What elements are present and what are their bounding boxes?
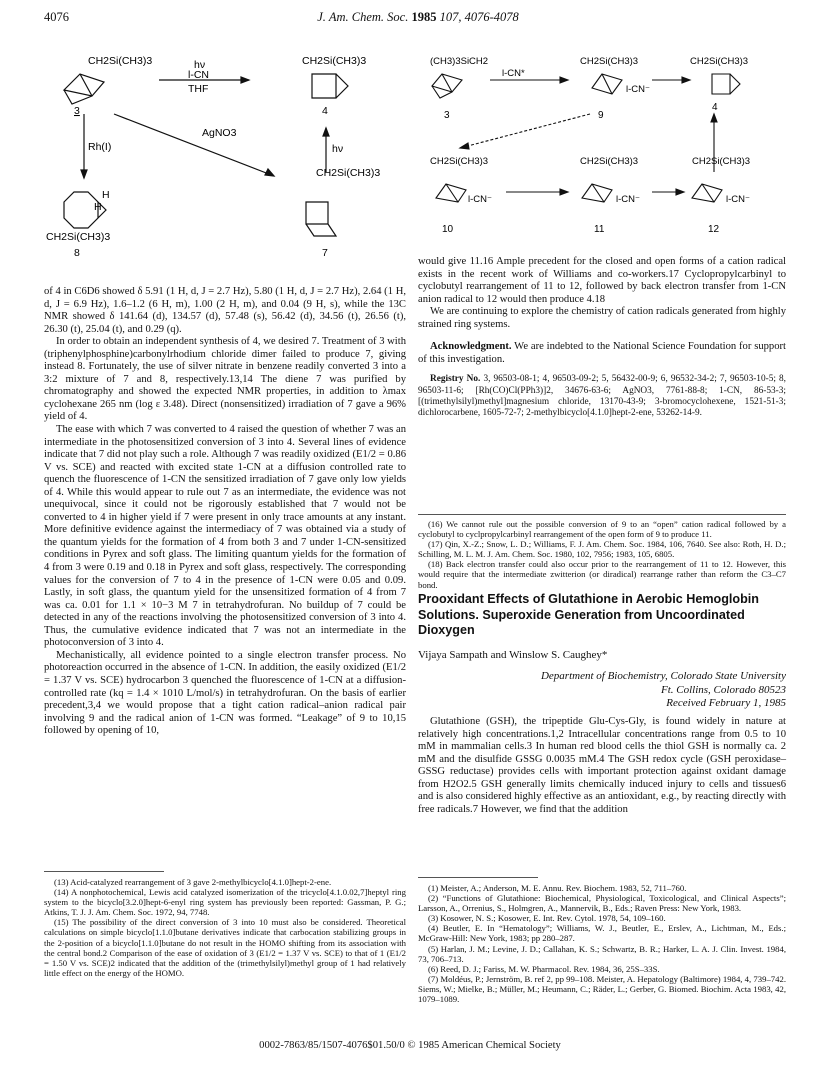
substituent-label: CH2Si(CH3)3 <box>88 55 153 67</box>
journal-year: 1985 <box>411 10 437 24</box>
substituent-label: CH2Si(CH3)3 <box>580 56 639 67</box>
compound-9-structure <box>592 74 622 94</box>
reference: (2) “Functions of Glutathione: Biochemical, Physiological, Toxicological, and Clinical Aspects”; Larsson, A., Orrenius, S., Holmgren, A., Mannervik, B., Eds.; Raven Press: New York, 1983. <box>418 893 786 914</box>
atom-label: H <box>94 201 102 213</box>
compound-7-structure <box>306 202 336 236</box>
footnote-divider <box>44 871 164 872</box>
compound-number: 4 <box>322 105 328 117</box>
left-column <box>44 286 406 738</box>
article-references <box>418 883 786 1004</box>
compound-3-structure <box>432 74 462 98</box>
reaction-scheme-right <box>430 52 800 248</box>
reference: (6) Reed, D. J.; Fariss, M. W. Pharmacol. Rev. 1984, 36, 25S–33S. <box>428 963 660 974</box>
substituent-label: CH2Si(CH3)3 <box>430 156 489 167</box>
journal-pages: 4076-4078 <box>464 10 519 24</box>
substituent-label: CH2Si(CH3)3 <box>46 231 111 243</box>
reaction-scheme-left <box>44 52 414 274</box>
compound-number: 4 <box>712 102 718 113</box>
compound-10-structure <box>436 184 466 202</box>
paragraph: In order to obtain an independent synthesis of 4, we desired 7. Treatment of 3 with (triphenylphosphine)carbonylrhodium chloride dimer failed to produce 7, giving instead 8. Fortunately, the use of silver nitrate in benzene readily converted 3 into a 3:2 mixture of 7 and 8, respectively.13,14 The diene 7 was purified by chromatography and showed the expected NMR properties, in addition to λmax cyclohexane 265 nm (log ε 3.48). Direct (nonsensitized) irradiation of 7 gave a 96% yield of 4. <box>44 336 406 423</box>
compound-number: 9 <box>598 110 604 121</box>
compound-4-structure <box>712 74 740 94</box>
journal-name: J. Am. Chem. Soc. <box>317 10 409 24</box>
compound-number: 8 <box>74 247 80 259</box>
footnote: (13) Acid-catalyzed rearrangement of 3 gave 2-methylbicyclo[4.1.0]hept-2-ene. <box>54 877 332 887</box>
substituent-label: CH2Si(CH3)3 <box>302 55 367 67</box>
compound-3-structure <box>64 74 104 104</box>
footnote-divider <box>418 877 538 878</box>
substituent-label: CH2Si(CH3)3 <box>580 156 639 167</box>
reagent-label: l-CN⁻ <box>626 84 651 95</box>
reagent-label: l-CN⁻ <box>726 194 751 205</box>
compound-4-structure <box>312 74 348 98</box>
copyright-footer: 0002-7863/85/1507-4076$01.50/0 © 1985 American Chemical Society <box>259 1040 561 1051</box>
compound-number: 10 <box>442 224 454 235</box>
reagent-label: hν <box>194 59 206 71</box>
reagent-label: Rh(I) <box>88 141 112 153</box>
right-column-top <box>418 256 786 419</box>
footnote: (15) The possibility of the direct conversion of 3 into 10 must also be considered. Theoretical calculations on simple bicyclo[1.1.0]butane derivatives indicate that carbocation stabilizing groups in the 2-position of a bicyclo[1.1.0]butane do not result in the HOMO shifting from its association with the central bond.2 Comparison of the ease of oxidation of 3 (E1/2 = 1.37 V vs. SCE) to that of 1 (E1/2 = 1.50 V vs. SCE)2 indicated that the addition of the (trimethylsilyl)methyl group of 1 had relatively little effect on the energy of the HOMO. <box>44 917 406 978</box>
arrow-3-to-7 <box>114 114 274 176</box>
registry-numbers <box>418 374 786 419</box>
footnote: (18) Back electron transfer could also occur prior to the rearrangement of 11 to 12. However, this would require that the intermediate zwitterion (or diradical) rearrange rather than reform the C3–C7 bond. <box>418 559 786 590</box>
affiliation-line: Ft. Collins, Colorado 80523 <box>661 683 786 696</box>
footnote-divider <box>418 514 786 515</box>
compound-12-structure <box>692 184 722 202</box>
received-date: Received February 1, 1985 <box>666 697 786 710</box>
paragraph: of 4 in C6D6 showed δ 5.91 (1 H, d, J = 2.7 Hz), 5.80 (1 H, d, J = 2.7 Hz), 2.64 (1 H, d, J = 6.9 Hz), 1.6–1.2 (6 H, m), 1.00 (2 H, m), and 0.04 (9 H, s), while the 13C NMR showed δ 141.64 (d), 134.57 (d), 57.48 (s), 56.42 (d), 34.56 (t), 26.56 (t), 26.30 (t), 25.04 (t), and 0.29 (q). <box>44 286 406 335</box>
paragraph: would give 11.16 Ample precedent for the closed and open forms of a cation radical exists in the recent work of Williams and co-workers.17 Cyclopropylcarbinyl to cyclobutyl rearrangement of 11 to 12, followed by back electron transfer from 1-CN anion radical to 12 would then produce 4.18 <box>418 256 786 305</box>
paragraph: We are continuing to explore the chemistry of cation radicals generated from highly strained ring systems. <box>418 306 786 330</box>
running-header <box>44 10 792 28</box>
reference: (5) Harlan, J. M.; Levine, J. D.; Callahan, K. S.; Schwartz, B. R.; Harker, L. A. J. Clin. Invest. 1984, 73, 706–713. <box>418 943 786 964</box>
reagent-label: l-CN <box>188 69 209 81</box>
reagent-label: l-CN* <box>502 68 525 79</box>
registry-label: Registry No. <box>430 374 481 385</box>
footnote: (17) Qin, X.-Z.; Snow, L. D.; Williams, F. J. Am. Chem. Soc. 1984, 106, 7640. See also: Roth, H. D.; Schilling, M. L. M. J. Am. Chem. Soc. 1980, 102, 7956; 1983, 105, 6805. <box>418 539 786 560</box>
footnote: (14) A nonphotochemical, Lewis acid catalyzed isomerization of the tricyclo[4.1.0.02,7]heptyl ring system to the bicyclo[3.2.0]hept-6-enyl ring system has previously been reported: Gassman, P. G.; Atkins, T. J. J. Am. Chem. Soc. 1972, 94, 7748. <box>44 887 406 918</box>
reagent-label: AgNO3 <box>202 127 237 139</box>
atom-label: H <box>102 189 110 201</box>
compound-number: 3 <box>74 105 80 117</box>
article-body <box>418 716 786 816</box>
acknowledgment <box>418 341 786 366</box>
compound-number: 12 <box>708 224 720 235</box>
affiliation-line: Department of Biochemistry, Colorado State University <box>540 670 786 683</box>
reagent-label: l-CN⁻ <box>468 194 493 205</box>
article-header <box>418 592 786 711</box>
arrow-9-to-10 <box>460 114 590 148</box>
page-number: 4076 <box>44 10 69 24</box>
substituent-label: (CH3)3SiCH2 <box>430 56 489 67</box>
journal-citation <box>44 10 792 25</box>
compound-number: 7 <box>322 247 328 259</box>
journal-volume: 107, <box>439 10 462 24</box>
reference: (1) Meister, A.; Anderson, M. E. Annu. Rev. Biochem. 1983, 52, 711–760. <box>428 883 687 893</box>
reference: (7) Moldéus, P.; Jernström, B. ref 2, pp 99–108. Meister, A. Hepatology (Baltimore) 1984, 4, 739–742. Siems, W.; Mielke, B.; Müller, M.; Heumann, C.; Räder, L.; Gerber, G. Biomed. Biochim. Acta 1983, 42, 1079–1089. <box>418 973 786 1005</box>
substituent-label: CH2Si(CH3)3 <box>690 56 749 67</box>
compound-number: 11 <box>594 224 605 235</box>
footnote: (16) We cannot rule out the possible conversion of 9 to an “open” cation radical followed by a cyclobutyl to cyclpropylcarbinyl rearrangement of the open form of 9 to produce 11. <box>418 519 786 540</box>
right-footnotes <box>418 519 786 590</box>
acknowledgment-text: We are indebted to the National Science Foundation for support of this investigation. <box>418 341 786 365</box>
paragraph: The ease with which 7 was converted to 4 raised the question of whether 7 was an intermediate in the photosensitized conversion of 3 into 4. Several lines of evidence indicate that 7 did not play such a role. Although 7 was readily oxidized (E1/2 = 0.86 V vs. SCE) and reacted with excited state 1-CN at a diffusion controlled rate to quench the fluorescence of 1-CN the sensitized irradiation of 7 gave only low yields of 4. While this would appear to rule out 7 as an intermediate, the evidence was not unequivocal, since it could not be rigorously established that 7 would not be converted to 4 in higher yield if 7 were present in only trace amounts at any instant. More definitive evidence against the intermediacy of 7 was obtained via a study of the quantum yields for the formation of 4 from both 3 and 7 under 1-CN-sensitized conditions in Pyrex and soft glass. The limiting quantum yields for the formation of 4 from 3 were 0.19 and 0.18 in Pyrex and soft glass, respectively. The corresponding values for the conversion of 7 to 4 in the presence of 1-CN were 0.05 and 0.09. Lastly, in soft glass, the quantum yield for the unsensitized formation of 4 from 7 was ca. 0.01 for 1.1 × 10−3 M 7 in tetrahydrofuran. No buildup of 7 could be detected in any of the reactions involving the photosensitized conversion of 3 into 4. Thus, the cumulative evidence indicated that 7 was not an intermediate in the photoconversion of 3 into 4. <box>44 424 406 649</box>
acknowledgment-label: Acknowledgment. <box>430 341 512 353</box>
substituent-label: CH2Si(CH3)3 <box>692 156 751 167</box>
reagent-label: hν <box>332 143 344 155</box>
reagent-label: l-CN⁻ <box>616 194 641 205</box>
registry-text: 3, 96503-08-1; 4, 96503-09-2; 5, 56432-00-9; 6, 96532-34-2; 7, 96503-10-5; 8, 96503-11-6; [Rh(CO)Cl(PPh3)]2, 34676-63-6; AgNO3, 7761-88-8; 1-CN, 86-53-3; [(trimethylsilyl)methyl]magnesium chloride, 13170-43-9; 3-bromocyclohexene, 1521-51-3; dichlorocarbene, 1605-72-7; 2-methylbicyclo[4.1.0]hept-2-ene, 53262-14-9. <box>418 374 786 418</box>
solvent-label: THF <box>188 83 209 95</box>
article-title: Prooxidant Effects of Glutathione in Aerobic Hemoglobin Solutions. Superoxide Generation from Uncoordinated Dioxygen <box>418 592 759 637</box>
substituent-label: CH2Si(CH3)3 <box>316 167 381 179</box>
reference: (3) Kosower, N. S.; Kosower, E. Int. Rev. Cytol. 1978, 54, 109–160. <box>428 913 666 924</box>
compound-number: 3 <box>444 110 450 121</box>
paragraph: Glutathione (GSH), the tripeptide Glu-Cys-Gly, is found widely in nature at relatively high concentrations.1,2 Intracellular concentrations range from 0.5 to 10 mM in mammalian cells.3 In human red blood cells the thiol GSH is normally ca. 2 mM and the disulfide GSSG 0.0035 mM.4 The GSH redox cycle (GSH peroxidase–GSSG reductase) provides cells with important protection against oxidant damage from H2O2.5 GSH generally limits chemically induced injury to cells and tissues6 and is also considered highly effective as an antioxidant, e.g., by reacting directly with free radicals.7 However, we find that the addition <box>418 716 786 815</box>
left-footnotes <box>44 877 406 978</box>
compound-11-structure <box>582 184 612 202</box>
paragraph: Mechanistically, all evidence pointed to a single electron transfer process. No photoreaction occurred in the absence of 1-CN. In addition, the easily oxidized (E1/2 = 1.37 V vs. SCE) hydrocarbon 3 quenched the fluorescence of 1-CN at a diffusion-controlled rate (kq = 1.4 × 1010 L/mol/s) in tetrahydrofuran. On the basis of earlier precedent,3,4 we would propose that a tight cation radical–anion radical pair involving 9 and the radical anion of 1-CN was formed. “Leakage” of 9 to 10,15 followed by opening of 10, <box>44 649 406 737</box>
article-authors: Vijaya Sampath and Winslow S. Caughey* <box>418 648 608 661</box>
reference: (4) Beutler, E. In “Hematology”; Williams, W. J., Beutler, E., Erslev, A., Lichtman, M., Eds.; McGraw-Hill: New York, 1983; pp 280–287. <box>418 923 786 944</box>
